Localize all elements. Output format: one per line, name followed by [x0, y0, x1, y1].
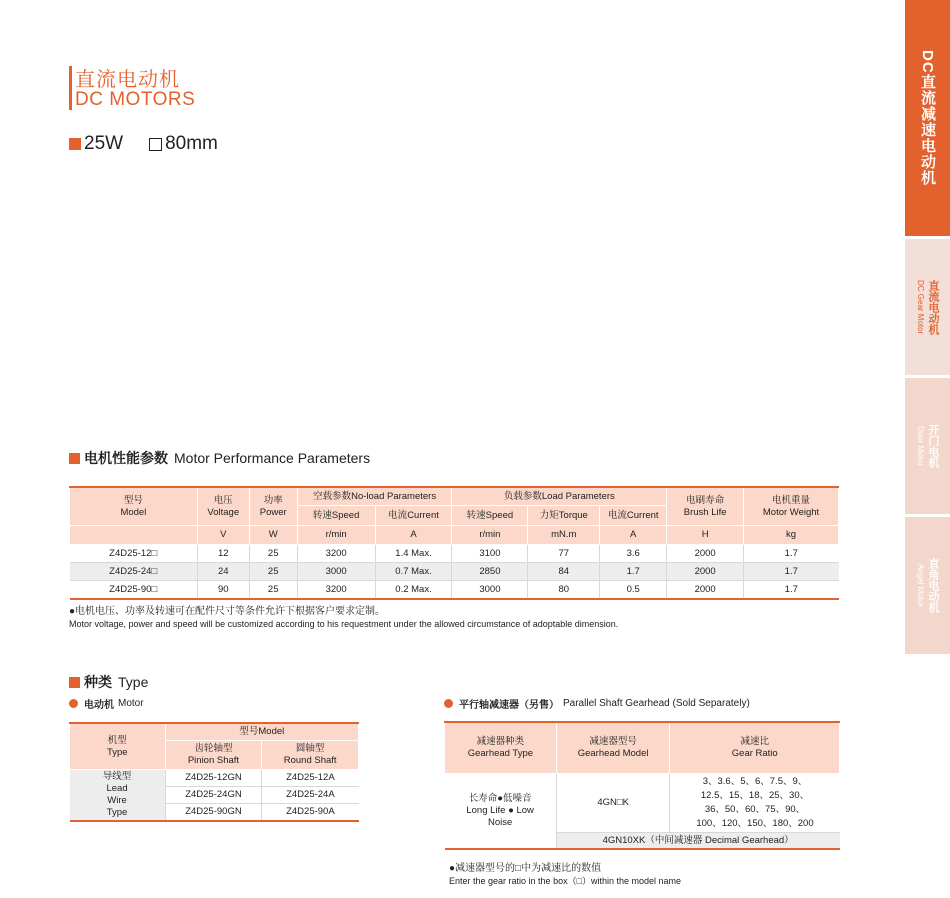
power-rating: 25W: [84, 133, 124, 154]
page-title-cn: 直流电动机: [75, 69, 180, 91]
cell-l-current: 3.6: [600, 545, 667, 563]
side-tab-label-en: Door Motor: [916, 425, 925, 466]
col-model: 型号Model: [165, 723, 358, 741]
lead-wire-type: 导线型 Lead Wire Type: [70, 770, 166, 822]
table-row: [70, 563, 839, 581]
cell-brush: 2000: [667, 563, 744, 581]
cell-pinion: Z4D25-24GN: [165, 787, 262, 804]
side-tab-label-en: Angel Motor: [916, 563, 925, 608]
cell-l-speed: 3000: [452, 581, 528, 600]
col-power: 功率 Power: [249, 487, 297, 526]
cell-brush: 2000: [667, 581, 744, 600]
cell-nl-speed: 3200: [297, 545, 375, 563]
col-model: 型号 Model: [70, 487, 198, 526]
motor-subheading-cn: 电动机: [84, 700, 114, 711]
unit-nl-speed: r/min: [297, 526, 375, 545]
col-voltage: 电压 Voltage: [197, 487, 249, 526]
gearhead-subheading: [444, 696, 750, 711]
filled-square-icon: [69, 138, 81, 150]
performance-note-en: Motor voltage, power and speed will be customized according to his requestment under the allowed circumstance of adoptable dimension.: [69, 619, 619, 629]
performance-note-cn: ●电机电压、功率及转速可在配件尺寸等条件允许下根据客户要求定制。: [69, 606, 386, 617]
motor-type-table: [69, 722, 359, 822]
round-bullet-icon: [444, 699, 453, 708]
title-accent-bar: [69, 66, 72, 110]
gear-ratio-cell: 3、3.6、5、6、7.5、9、 12.5、15、18、25、30、 36、50、60、75、90、 100、120、150、180、200: [670, 774, 840, 833]
gearhead-type-cell: 长寿命●低噪音 Long Life ● Low Noise: [445, 774, 557, 850]
col-l-current: 电流Current: [600, 506, 667, 526]
motor-subheading: [69, 696, 144, 711]
side-tab-dc-gear-motor[interactable]: [905, 0, 950, 236]
cell-model: Z4D25-12□: [70, 545, 198, 563]
frame-size: 80mm: [165, 133, 218, 154]
motor-spec: [69, 133, 218, 155]
gearhead-note-cn: ●减速器型号的□中为减速比的数值: [449, 863, 602, 874]
square-bullet-icon: [69, 453, 80, 464]
cell-weight: 1.7: [744, 545, 839, 563]
side-tab-label-cn: 直角电动机: [927, 558, 939, 613]
round-bullet-icon: [69, 699, 78, 708]
cell-pinion: Z4D25-90GN: [165, 804, 262, 822]
type-heading-cn: 种类: [84, 674, 112, 690]
unit-l-current: A: [600, 526, 667, 545]
cell-round: Z4D25-12A: [262, 770, 359, 787]
col-brush: 电刷寿命 Brush Life: [667, 487, 744, 526]
col-pinion: 齿轮轴型 Pinion Shaft: [165, 741, 262, 770]
unit-l-speed: r/min: [452, 526, 528, 545]
col-torque: 力矩Torque: [528, 506, 600, 526]
col-type: 机型 Type: [70, 723, 166, 770]
cell-torque: 80: [528, 581, 600, 600]
cell-l-current: 1.7: [600, 563, 667, 581]
cell-nl-speed: 3000: [297, 563, 375, 581]
gearhead-subheading-en: Parallel Shaft Gearhead (Sold Separately): [563, 698, 750, 709]
gearhead-note-en: Enter the gear ratio in the box（□）within the model name: [449, 876, 682, 886]
cell-round: Z4D25-90A: [262, 804, 359, 822]
cell-nl-speed: 3200: [297, 581, 375, 600]
cell-pinion: Z4D25-12GN: [165, 770, 262, 787]
unit-nl-current: A: [375, 526, 452, 545]
cell-voltage: 24: [197, 563, 249, 581]
unit-weight: kg: [744, 526, 839, 545]
col-weight: 电机重量 Motor Weight: [744, 487, 839, 526]
open-square-icon: [149, 138, 162, 151]
col-nl-current: 电流Current: [375, 506, 452, 526]
cell-voltage: 12: [197, 545, 249, 563]
cell-torque: 84: [528, 563, 600, 581]
cell-voltage: 90: [197, 581, 249, 600]
unit-power: W: [249, 526, 297, 545]
motor-subheading-en: Motor: [118, 698, 144, 709]
table-row: [70, 545, 839, 563]
unit-torque: mN.m: [528, 526, 600, 545]
gearhead-note: [449, 862, 681, 888]
cell-power: 25: [249, 563, 297, 581]
col-gearhead-type: 减速器种类 Gearhead Type: [445, 722, 557, 774]
cell-l-speed: 2850: [452, 563, 528, 581]
unit-voltage: V: [197, 526, 249, 545]
cell-nl-current: 0.2 Max.: [375, 581, 452, 600]
performance-table: [69, 486, 839, 600]
units-row: [70, 526, 198, 545]
col-round: 圆轴型 Round Shaft: [262, 741, 359, 770]
side-tab-angel-motor[interactable]: [905, 517, 950, 654]
gearhead-model-cell: 4GN□K: [556, 774, 670, 833]
cell-power: 25: [249, 545, 297, 563]
side-tab-label: DC直流减速电动机: [919, 50, 936, 186]
side-tab-label-cn: 开门电机: [927, 424, 939, 468]
cell-l-speed: 3100: [452, 545, 528, 563]
performance-heading-en: Motor Performance Parameters: [174, 450, 371, 466]
col-gear-ratio: 减速比 Gear Ratio: [670, 722, 840, 774]
gearhead-subheading-cn: 平行轴减速器（另售）: [459, 700, 559, 711]
cell-power: 25: [249, 581, 297, 600]
cell-brush: 2000: [667, 545, 744, 563]
cell-torque: 77: [528, 545, 600, 563]
cell-round: Z4D25-24A: [262, 787, 359, 804]
unit-brush: H: [667, 526, 744, 545]
gearhead-table: [444, 721, 840, 850]
type-heading-en: Type: [118, 674, 149, 690]
cell-model: Z4D25-24□: [70, 563, 198, 581]
cell-l-current: 0.5: [600, 581, 667, 600]
col-nl-speed: 转速Speed: [297, 506, 375, 526]
performance-heading-cn: 电机性能参数: [84, 450, 168, 466]
decimal-gearhead-cell: 4GN10XK（中间减速器 Decimal Gearhead）: [556, 833, 839, 850]
side-tab-label-cn: 直流电动机: [927, 279, 939, 335]
col-gearhead-model: 减速器型号 Gearhead Model: [556, 722, 670, 774]
table-row: [445, 774, 840, 833]
cell-nl-current: 0.7 Max.: [375, 563, 452, 581]
table-row: [70, 581, 839, 600]
col-noload: 空载参数No-load Parameters: [297, 487, 452, 506]
side-tab-label-en: DC Gear Motor: [916, 279, 925, 335]
cell-weight: 1.7: [744, 563, 839, 581]
performance-note: [69, 605, 618, 631]
page-title-en: DC MOTORS: [75, 89, 196, 110]
col-l-speed: 转速Speed: [452, 506, 528, 526]
cell-weight: 1.7: [744, 581, 839, 600]
type-heading: [69, 672, 148, 692]
col-load: 负载参数Load Parameters: [452, 487, 667, 506]
cell-model: Z4D25-90□: [70, 581, 198, 600]
square-bullet-icon: [69, 677, 80, 688]
cell-nl-current: 1.4 Max.: [375, 545, 452, 563]
performance-heading: [69, 448, 370, 468]
side-tab-dc-motor[interactable]: [905, 239, 950, 375]
table-row: [70, 770, 359, 787]
side-tab-door-motor[interactable]: [905, 378, 950, 514]
